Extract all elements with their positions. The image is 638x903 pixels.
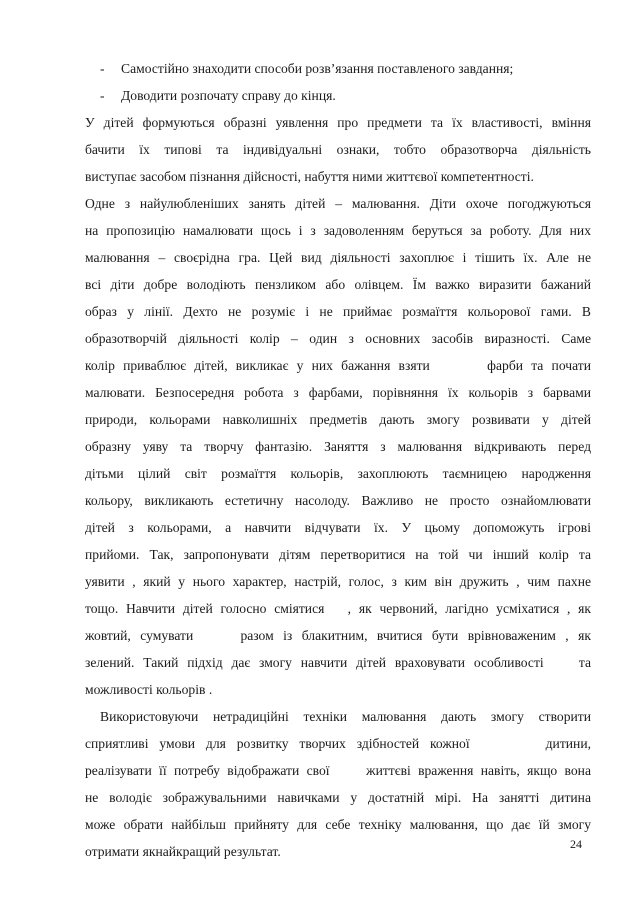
paragraph-line: може обрати найбільш прийняту для себе техніку малювання, що дає їй змогу [85,817,591,832]
paragraph-line: малювання – своєрідна гра. Цей вид діяльності захоплює і тішить їх. Але не [85,250,591,265]
paragraph-line: дітей з кольорами, а навчити відчувати їх. У цьому допоможуть ігрові [85,520,591,535]
paragraph-line: не володіє зображувальними навичками у достатній мірі. На занятті дитина [85,790,591,805]
paragraph-line: образну уяву та творчу фантазію. Заняття з малювання відкривають перед [85,439,591,454]
paragraph-line: жовтий, сумувати разом із блакитним, вчитися бути врівноваженим , як [85,628,591,643]
paragraph-line: зелений. Такий підхід дає змогу навчити дітей враховувати особливості та [85,655,591,670]
paragraph-line: виступає засобом пізнання дійсності, набуття ними життєвої компетентності. [85,169,534,184]
paragraph-line: природи, кольорами навколишніх предметів дають змогу розвивати у дітей [85,412,591,427]
paragraph-line: кольору, викликають естетичну насолоду. Важливо не просто ознайомлювати [85,493,591,508]
paragraph-line: Використовуючи нетрадиційні техніки малювання дають змогу створити [100,709,591,724]
paragraph-line: бачити їх типові та індивідуальні ознаки, тобто образотворча діяльність [85,142,591,157]
bullet-dash: - [100,61,105,76]
paragraph-line: образ у лінії. Дехто не розуміє і не приймає розмаїття кольорової гами. В [85,304,591,319]
paragraph-line: дітьми цілий світ розмаїття кольорів, захоплюють таємницею народження [85,466,591,481]
paragraph-line: колір приваблює дітей, викликає у них бажання взяти фарби та почати [85,358,591,373]
paragraph-line: на пропозицію намалювати щось і з задоволенням беруться за роботу. Для них [85,223,591,238]
paragraph-line: всі діти добре володіють пензликом або олівцем. Їм важко виразити бажаний [85,277,591,292]
paragraph-line: У дітей формуються образні уявлення про предмети та їх властивості, вміння [85,115,591,130]
paragraph-line: образотворчій діяльності колір – один з основних засобів виразності. Саме [85,331,591,346]
paragraph-line: тощо. Навчити дітей голосно сміятися , як червоний, лагідно усміхатися , як [85,601,591,616]
paragraph-line: Одне з найулюбленіших занять дітей – малювання. Діти охоче погоджуються [85,196,591,211]
paragraph-line: можливості кольорів . [85,682,213,697]
bullet-item: Самостійно знаходити способи розв’язання поставленого завдання; [121,61,514,76]
paragraph-line: реалізувати її потребу відображати свої життєві враження навіть, якщо вона [85,763,591,778]
paragraph-line: отримати якнайкращий результат. [85,844,281,859]
bullet-dash: - [100,88,105,103]
page-number: 24 [570,837,582,851]
paragraph-line: сприятливі умови для розвитку творчих здібностей кожної дитини, [85,736,591,751]
paragraph-line: уявити , який у нього характер, настрій, голос, з ким він дружить , чим пахне [85,574,591,589]
paragraph-line: малювати. Безпосередня робота з фарбами, порівняння їх кольорів з барвами [85,385,591,400]
bullet-item: Доводити розпочату справу до кінця. [121,88,336,103]
paragraph-line: прийоми. Так, запропонувати дітям перетворитися на той чи інший колір та [85,547,591,562]
